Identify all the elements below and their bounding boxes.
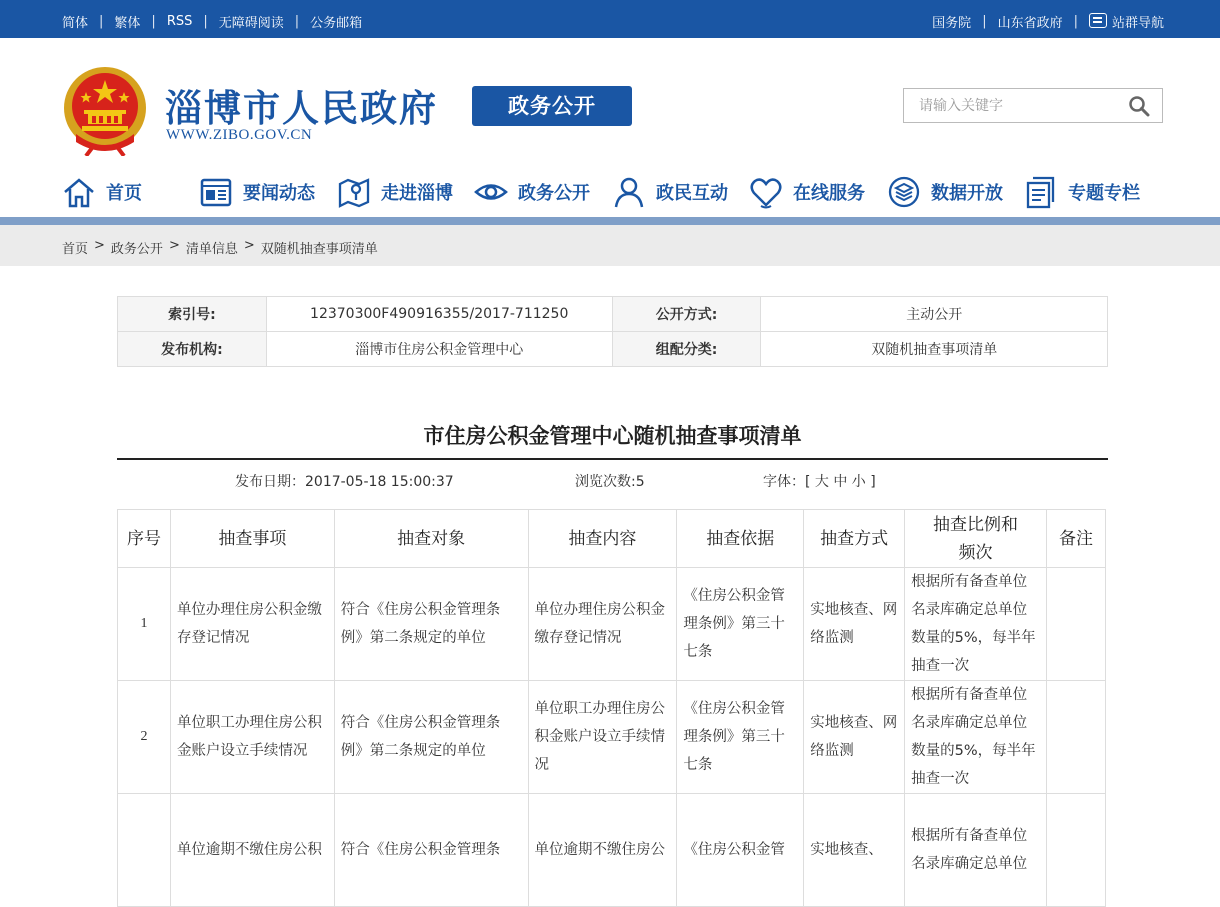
meta-row bbox=[118, 297, 1108, 332]
site-nav-label: 站群导航 bbox=[1111, 16, 1164, 31]
breadcrumb-home[interactable]: 首页 bbox=[62, 242, 89, 257]
cell-content: 单位逾期不缴住房公 bbox=[528, 794, 677, 907]
national-emblem-logo bbox=[62, 64, 148, 156]
document-meta-table bbox=[117, 296, 1108, 367]
font-size-switch[interactable]: 字体：[ 大 中 小 ] bbox=[763, 474, 876, 490]
table-row bbox=[118, 681, 1106, 794]
column-header: 抽查比例和频次 bbox=[905, 510, 1047, 568]
column-header: 备注 bbox=[1047, 510, 1106, 568]
view-count: 浏览次数:5 bbox=[575, 474, 645, 490]
column-header: 抽查内容 bbox=[528, 510, 677, 568]
nav-label: 要闻动态 bbox=[243, 183, 315, 204]
cell-item: 单位职工办理住房公积金账户设立手续情况 bbox=[170, 681, 334, 794]
category-value: 双随机抽查事项清单 bbox=[761, 332, 1108, 367]
simplified-link[interactable]: 简体 bbox=[62, 16, 89, 31]
nav-special-topics[interactable] bbox=[1024, 172, 1140, 212]
cell-method: 实地核查、网络监测 bbox=[804, 568, 905, 681]
row-number: 1 bbox=[118, 568, 171, 681]
column-header: 抽查事项 bbox=[170, 510, 334, 568]
breadcrumb bbox=[62, 238, 378, 257]
news-icon bbox=[199, 175, 233, 209]
provincial-gov-link[interactable]: 山东省政府 bbox=[997, 16, 1063, 31]
inspection-items-table bbox=[117, 509, 1106, 907]
cell-basis: 《住房公积金管理条例》第三十七条 bbox=[677, 568, 804, 681]
nav-label: 政民互动 bbox=[656, 183, 728, 204]
site-group-nav-link[interactable] bbox=[1089, 12, 1164, 31]
nav-online-service[interactable] bbox=[749, 172, 865, 212]
divider: | bbox=[294, 14, 300, 29]
cell-item: 单位办理住房公积金缴存登记情况 bbox=[170, 568, 334, 681]
column-header: 抽查对象 bbox=[334, 510, 528, 568]
document-icon bbox=[1024, 175, 1058, 209]
nav-open-data[interactable] bbox=[887, 172, 1003, 212]
cell-ratio: 根据所有备查单位名录库确定总单位数量的5%，每半年抽查一次 bbox=[905, 568, 1047, 681]
nav-news[interactable] bbox=[199, 172, 315, 212]
table-header-row bbox=[118, 510, 1106, 568]
divider: | bbox=[99, 14, 104, 29]
cell-method: 实地核查、 bbox=[804, 794, 905, 907]
cell-target: 符合《住房公积金管理条例》第二条规定的单位 bbox=[334, 568, 528, 681]
site-url: WWW.ZIBO.GOV.CN bbox=[166, 127, 313, 143]
breadcrumb-separator: > bbox=[243, 238, 255, 253]
heart-icon bbox=[749, 175, 783, 209]
site-title: 淄博市人民政府 bbox=[165, 87, 438, 130]
article-title: 市住房公积金管理中心随机抽查事项清单 bbox=[423, 424, 802, 448]
publish-mode-label: 公开方式: bbox=[612, 297, 761, 332]
official-mail-link[interactable]: 公务邮箱 bbox=[310, 16, 363, 31]
breadcrumb-gov-affairs[interactable]: 政务公开 bbox=[110, 242, 163, 257]
divider: | bbox=[151, 14, 156, 29]
column-header: 抽查方式 bbox=[804, 510, 905, 568]
breadcrumb-separator: > bbox=[94, 238, 105, 253]
cell-item: 单位逾期不缴住房公积 bbox=[170, 794, 334, 907]
eye-icon bbox=[474, 175, 508, 209]
meta-row bbox=[118, 332, 1108, 367]
cell-note bbox=[1047, 681, 1106, 794]
publish-date: 发布日期：2017-05-18 15:00:37 bbox=[235, 474, 454, 490]
column-header: 抽查依据 bbox=[677, 510, 804, 568]
nav-label: 政务公开 bbox=[518, 183, 590, 204]
nav-label: 走进淄博 bbox=[381, 183, 453, 204]
table-row bbox=[118, 568, 1106, 681]
column-header: 序号 bbox=[118, 510, 171, 568]
nav-interaction[interactable] bbox=[612, 172, 728, 212]
rss-link[interactable]: RSS bbox=[166, 14, 193, 29]
nav-gov-affairs[interactable] bbox=[474, 172, 590, 212]
cell-target: 符合《住房公积金管理条例》第二条规定的单位 bbox=[334, 681, 528, 794]
state-council-link[interactable]: 国务院 bbox=[932, 16, 972, 31]
cell-target: 符合《住房公积金管理条 bbox=[334, 794, 528, 907]
site-nav-icon bbox=[1089, 13, 1107, 28]
nav-label: 首页 bbox=[106, 183, 142, 204]
category-label: 组配分类: bbox=[612, 332, 761, 367]
cell-basis: 《住房公积金管 bbox=[677, 794, 804, 907]
publisher-value: 淄博市住房公积金管理中心 bbox=[266, 332, 612, 367]
cell-basis: 《住房公积金管理条例》第三十七条 bbox=[677, 681, 804, 794]
main-nav bbox=[0, 172, 1220, 220]
accessibility-link[interactable]: 无障碍阅读 bbox=[218, 16, 284, 31]
cell-ratio: 根据所有备查单位名录库确定总单位 bbox=[905, 794, 1047, 907]
title-divider bbox=[117, 458, 1108, 460]
search-icon[interactable] bbox=[1128, 95, 1150, 117]
row-number: 2 bbox=[118, 681, 171, 794]
divider: | bbox=[982, 14, 987, 29]
home-icon bbox=[62, 175, 96, 209]
nav-home[interactable] bbox=[62, 172, 142, 212]
index-value: 12370300F490916355/2017-711250 bbox=[266, 297, 612, 332]
cell-note bbox=[1047, 794, 1106, 907]
traditional-link[interactable]: 繁体 bbox=[114, 16, 141, 31]
nav-label: 专题专栏 bbox=[1068, 183, 1140, 204]
breadcrumb-separator: > bbox=[168, 238, 180, 253]
breadcrumb-list-info[interactable]: 清单信息 bbox=[185, 242, 238, 257]
cell-ratio: 根据所有备查单位名录库确定总单位数量的5%，每半年抽查一次 bbox=[905, 681, 1047, 794]
publish-mode-value: 主动公开 bbox=[761, 297, 1108, 332]
index-label: 索引号: bbox=[118, 297, 267, 332]
nav-about-zibo[interactable] bbox=[337, 172, 453, 212]
divider: | bbox=[1073, 14, 1078, 29]
map-icon bbox=[337, 175, 371, 209]
section-badge[interactable]: 政务公开 bbox=[472, 86, 632, 126]
top-right-links bbox=[932, 12, 1164, 31]
top-links bbox=[62, 12, 362, 31]
search-box bbox=[903, 88, 1163, 123]
breadcrumb-bar bbox=[0, 225, 1220, 266]
cell-content: 单位职工办理住房公积金账户设立手续情况 bbox=[528, 681, 677, 794]
cell-method: 实地核查、网络监测 bbox=[804, 681, 905, 794]
divider: | bbox=[203, 14, 208, 29]
search-input[interactable] bbox=[904, 89, 1122, 122]
cell-note bbox=[1047, 568, 1106, 681]
table-row bbox=[118, 794, 1106, 907]
nav-underline bbox=[0, 217, 1220, 225]
layers-icon bbox=[887, 175, 921, 209]
row-number bbox=[118, 794, 171, 907]
nav-label: 数据开放 bbox=[931, 183, 1003, 204]
nav-label: 在线服务 bbox=[793, 183, 865, 204]
publisher-label: 发布机构: bbox=[118, 332, 267, 367]
top-bar bbox=[0, 0, 1220, 38]
cell-content: 单位办理住房公积金缴存登记情况 bbox=[528, 568, 677, 681]
breadcrumb-current[interactable]: 双随机抽查事项清单 bbox=[260, 242, 378, 257]
people-icon bbox=[612, 175, 646, 209]
